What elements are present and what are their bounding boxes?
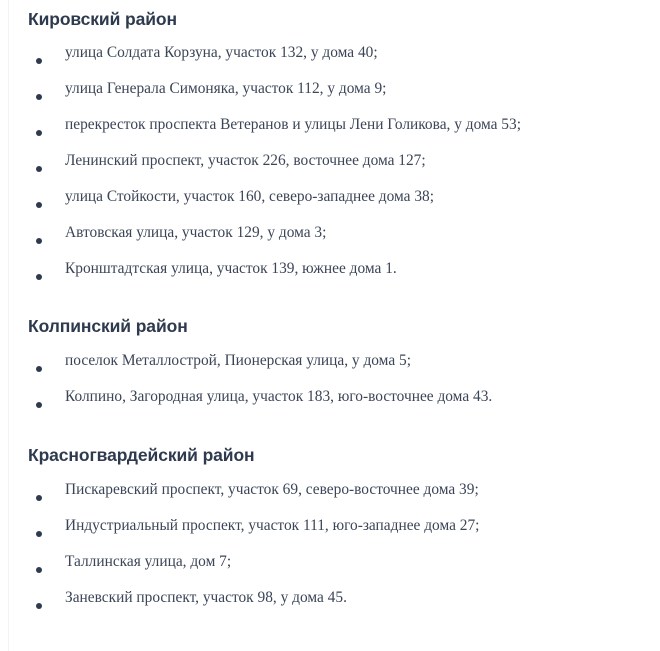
bullet-icon [36,366,42,372]
address-text: Заневский проспект, участок 98, у дома 45. [65,589,347,606]
bullet-icon [36,402,42,408]
address-text: Автовская улица, участок 129, у дома 3; [65,224,327,241]
bullet-icon [36,603,42,609]
list-item [28,588,642,624]
list-item [28,223,642,259]
bullet-icon [36,202,42,208]
district-section-kirovsky [28,0,642,295]
district-heading: Колпинский район [28,316,188,336]
list-item [28,43,642,79]
list-item [28,259,642,295]
bullet-icon [36,166,42,172]
district-section-krasnogvardeysky [28,423,642,624]
address-text: Пискаревский проспект, участок 69, северо-восточнее дома 39; [65,481,479,498]
list-item [28,387,642,423]
bullet-icon [36,130,42,136]
address-list [28,471,642,624]
address-text: улица Стойкости, участок 160, северо-западнее дома 38; [65,188,434,205]
address-text: перекресток проспекта Ветеранов и улицы Лени Голикова, у дома 53; [65,116,521,133]
bullet-icon [36,58,42,64]
address-text: улица Генерала Симоняка, участок 112, у дома 9; [65,80,387,97]
address-text: улица Солдата Корзуна, участок 132, у дома 40; [65,44,378,61]
address-text: Индустриальный проспект, участок 111, юго-западнее дома 27; [65,517,480,534]
address-list [28,342,642,423]
district-heading: Кировский район [28,9,177,29]
address-text: Кронштадтская улица, участок 139, южнее дома 1. [65,260,397,277]
list-item [28,552,642,588]
address-text: поселок Металлострой, Пионерская улица, у дома 5; [65,352,411,369]
list-item [28,480,642,516]
district-section-kolpinsky [28,295,642,423]
bullet-icon [36,94,42,100]
list-item [28,351,642,387]
bullet-icon [36,238,42,244]
bullet-icon [36,274,42,280]
address-text: Колпино, Загородная улица, участок 183, юго-восточнее дома 43. [65,388,493,405]
district-heading: Красногвардейский район [28,445,255,465]
list-item [28,79,642,115]
list-item [28,151,642,187]
address-text: Ленинский проспект, участок 226, восточнее дома 127; [65,152,426,169]
list-item [28,187,642,223]
bullet-icon [36,495,42,501]
list-item [28,115,642,151]
bullet-icon [36,531,42,537]
list-item [28,516,642,552]
address-text: Таллинская улица, дом 7; [65,553,232,570]
bullet-icon [36,567,42,573]
address-list [28,35,642,295]
